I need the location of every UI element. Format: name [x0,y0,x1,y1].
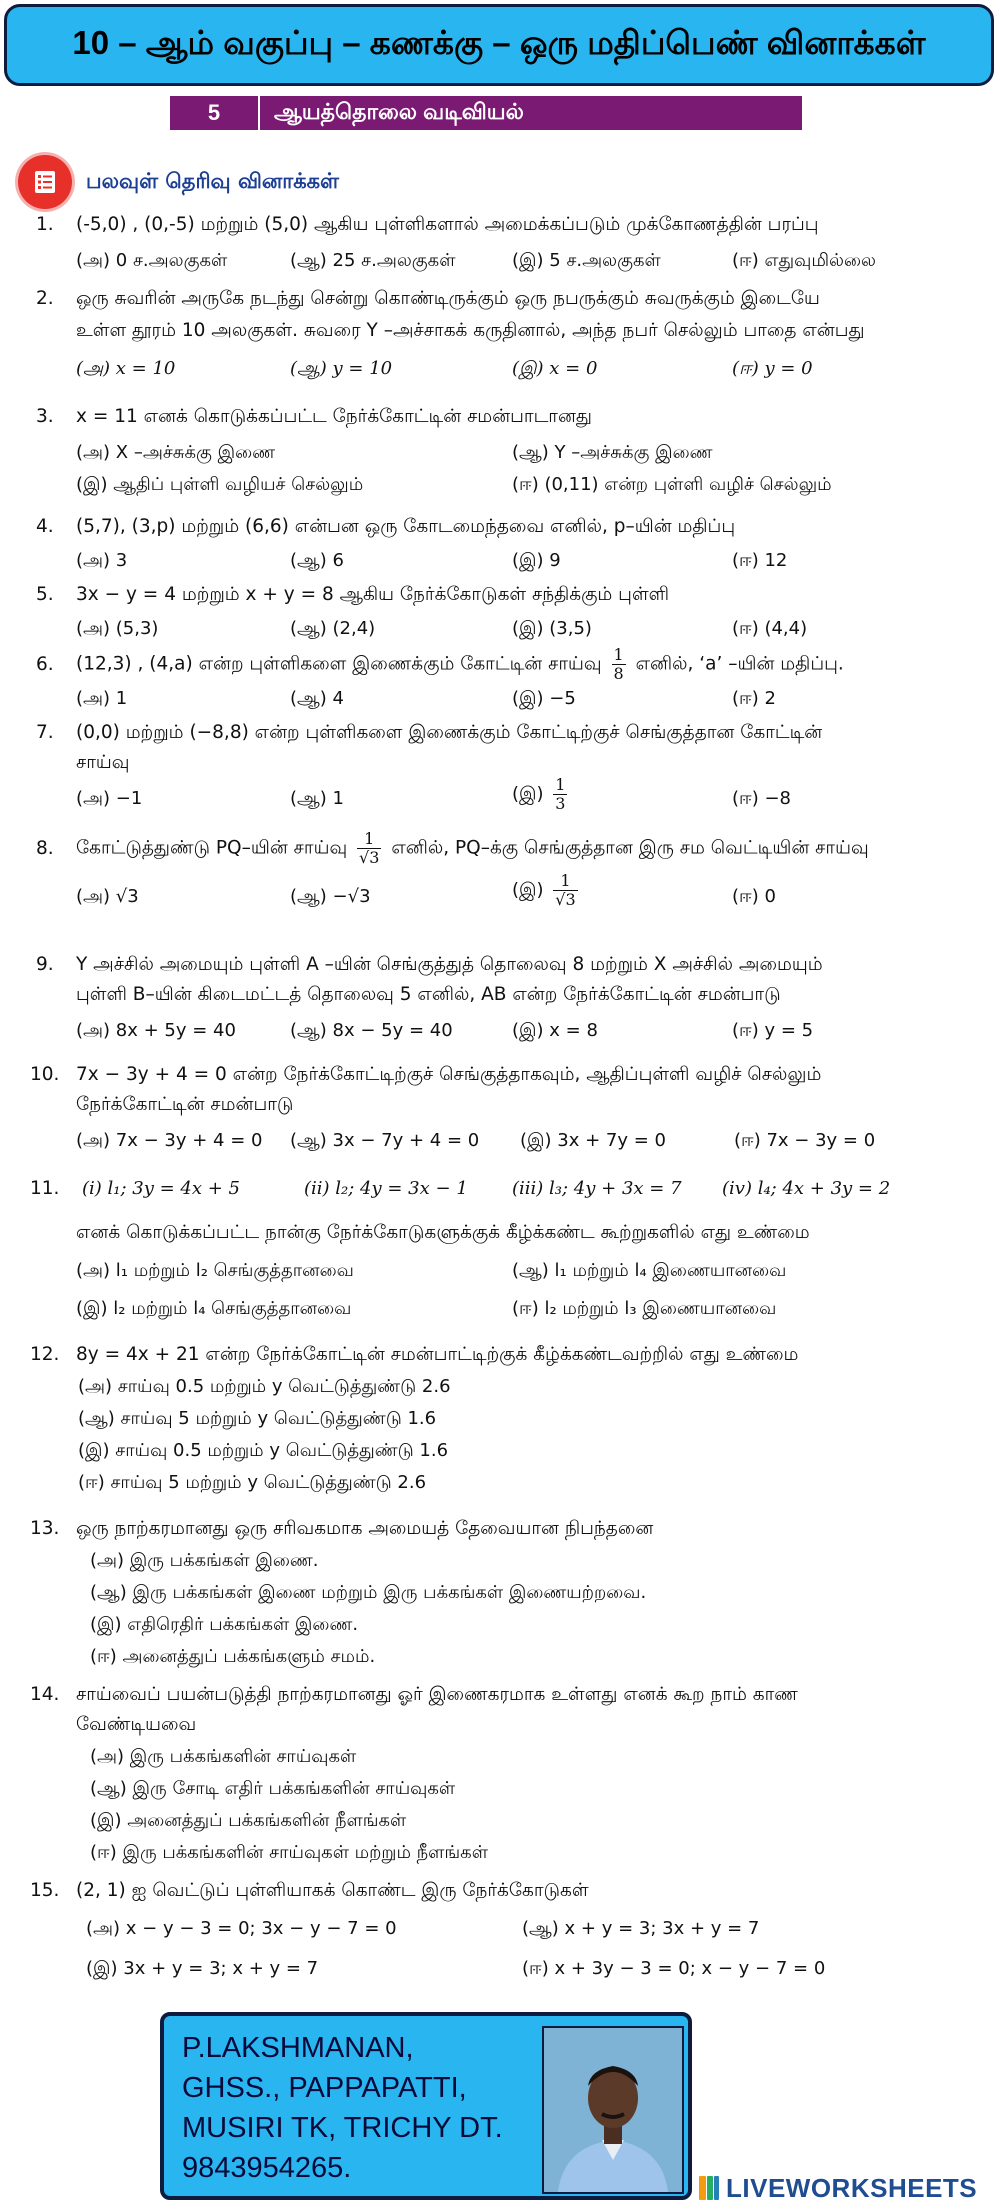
question-text: x = 11 எனக் கொடுக்கப்பட்ட நேர்க்கோட்டின் சமன்பாடானது [76,406,592,427]
question-5 [36,582,669,608]
question-10 [30,1062,821,1088]
page-title: 10 – ஆம் வகுப்பு – கணக்கு – ஒரு மதிப்பெண் வினாக்கள் [4,4,994,86]
option-c[interactable]: (இ) 3x + 7y = 0 [520,1130,666,1151]
question-number: 10. [30,1064,60,1085]
question-text: Y அச்சில் அமையும் புள்ளி A –யின் செங்குத்துத் தொலைவு 8 மற்றும் X அச்சில் அமையும் [76,954,823,975]
question-number: 12. [30,1344,60,1365]
question-13 [30,1516,653,1542]
option-a[interactable]: (அ) சாய்வு 0.5 மற்றும் y வெட்டுத்துண்டு 2.6 [78,1376,451,1397]
fraction-one-eighth [612,646,626,683]
fraction-one-third [553,776,567,813]
option-label: (இ) [512,783,544,805]
fraction-numerator: 1 [553,872,577,891]
option-a[interactable]: (அ) 1 [76,688,128,709]
option-b[interactable]: (ஆ) y = 10 [290,358,393,379]
fraction-denominator: 3 [555,794,566,813]
question-14 [30,1682,798,1708]
fraction-denominator: √3 [359,848,380,867]
option-a[interactable]: (அ) 0 ச.அலகுகள் [76,250,228,271]
question-11 [30,1176,76,1202]
question-number: 14. [30,1684,60,1705]
author-phone: 9843954265. [182,2152,352,2184]
question-text: (5,7), (3,p) மற்றும் (6,6) என்பன ஒரு கோடமைந்தவை எனில், p–யின் மதிப்பு [76,516,736,537]
question-6 [36,646,844,683]
question-number: 5. [36,584,54,605]
option-a[interactable]: (அ) 7x − 3y + 4 = 0 [76,1130,263,1151]
section-label: பலவுள் தெரிவு வினாக்கள் [86,168,340,193]
question-7 [36,720,822,746]
question-7-line-2: சாய்வு [76,752,130,773]
option-a[interactable]: (அ) −1 [76,788,143,809]
section-heading [18,154,339,210]
option-c[interactable]: (இ) 9 [512,550,561,571]
brand-name: LIVEWORKSHEETS [726,2172,978,2203]
option-d[interactable]: (ஈ) சாய்வு 5 மற்றும் y வெட்டுத்துண்டு 2.6 [78,1472,427,1493]
question-14-line-2: வேண்டியவை [76,1714,197,1735]
question-15 [30,1878,589,1904]
option-c[interactable]: (இ) x = 8 [512,1020,598,1041]
option-b[interactable]: (ஆ) (2,4) [290,618,376,639]
fraction-denominator: 8 [613,664,624,683]
option-a[interactable]: (அ) x − y − 3 = 0; 3x − y − 7 = 0 [86,1918,397,1939]
option-a[interactable]: (அ) X –அச்சுக்கு இணை [76,442,276,463]
option-b[interactable]: (ஆ) 3x − 7y + 4 = 0 [290,1130,480,1151]
question-12 [30,1342,798,1368]
line-l3: (iii) l₃; 4y + 3x = 7 [512,1178,682,1199]
fraction-denominator: √3 [555,890,576,909]
question-number: 13. [30,1518,60,1539]
question-number: 9. [36,954,54,975]
question-text: ஒரு நாற்கரமானது ஒரு சரிவகமாக அமையத் தேவையான நிபந்தனை [76,1518,654,1539]
question-text: கோட்டுத்துண்டு PQ–யின் சாய்வு [76,837,348,859]
option-d[interactable]: (ஈ) −8 [732,788,791,809]
option-a[interactable]: (அ) √3 [76,886,139,907]
line-l4: (iv) l₄; 4x + 3y = 2 [722,1178,891,1199]
option-b[interactable]: (ஆ) 1 [290,788,344,809]
line-l2: (ii) l₂; 4y = 3x − 1 [304,1178,468,1199]
option-d[interactable]: (ஈ) x + 3y − 3 = 0; x − y − 7 = 0 [522,1958,826,1979]
option-d[interactable]: (ஈ) 0 [732,886,776,907]
question-text-end: எனில், ‘a’ –யின் மதிப்பு. [635,653,844,675]
question-3 [36,404,592,430]
option-c[interactable]: (இ) 3x + y = 3; x + y = 7 [86,1958,319,1979]
fraction-numerator: 1 [555,775,566,794]
line-l1: (i) l₁; 3y = 4x + 5 [82,1178,241,1199]
option-c[interactable] [512,872,582,909]
option-c[interactable]: (இ) ஆதிப் புள்ளி வழியச் செல்லும் [76,474,364,495]
question-8 [36,830,869,867]
option-d[interactable]: (ஈ) (4,4) [732,618,808,639]
question-4 [36,514,735,540]
option-c[interactable] [512,776,571,813]
option-a[interactable]: (அ) இரு பக்கங்களின் சாய்வுகள் [90,1746,357,1767]
option-a[interactable]: (அ) (5,3) [76,618,159,639]
question-10-line-2: நேர்க்கோட்டின் சமன்பாடு [76,1094,294,1115]
option-a[interactable]: (அ) இரு பக்கங்கள் இணை. [90,1550,319,1571]
question-number: 6. [36,653,54,675]
author-photo [542,2026,684,2194]
option-b[interactable]: (ஆ) சாய்வு 5 மற்றும் y வெட்டுத்துண்டு 1.6 [78,1408,437,1429]
option-c[interactable]: (இ) (3,5) [512,618,592,639]
option-a[interactable]: (அ) 8x + 5y = 40 [76,1020,236,1041]
fraction-numerator: 1 [613,645,624,664]
question-2 [36,286,820,312]
option-c[interactable]: (இ) எதிரெதிர் பக்கங்கள் இணை. [90,1614,359,1635]
option-d[interactable]: (ஈ) y = 5 [732,1020,814,1041]
option-b[interactable]: (ஆ) இரு பக்கங்கள் இணை மற்றும் இரு பக்கங்கள் இணையற்றவை. [90,1582,647,1603]
question-text-end: எனில், PQ–க்கு செங்குத்தான இரு சம வெட்டியின் சாய்வு [391,837,869,859]
option-b[interactable]: (ஆ) 8x − 5y = 40 [290,1020,453,1041]
question-number: 15. [30,1880,60,1901]
option-c[interactable]: (இ) x = 0 [512,358,598,379]
question-number: 4. [36,516,54,537]
option-d[interactable]: (ஈ) எதுவுமில்லை [732,250,876,271]
chapter-number: 5 [170,96,260,130]
question-9 [36,952,823,978]
question-9-line-2: புள்ளி B–யின் கிடைமட்டத் தொலைவு 5 எனில், AB என்ற நேர்க்கோட்டின் சமன்பாடு [76,984,781,1005]
fraction-numerator: 1 [357,830,381,849]
question-11-text: எனக் கொடுக்கப்பட்ட நான்கு நேர்க்கோடுகளுக்குக் கீழ்க்கண்ட கூற்றுகளில் எது உண்மை [76,1222,810,1243]
author-location: MUSIRI TK, TRICHY DT. [182,2112,503,2144]
option-c[interactable]: (இ) அனைத்துப் பக்கங்களின் நீளங்கள் [90,1810,407,1831]
option-a[interactable]: (அ) x = 10 [76,358,176,379]
option-d[interactable]: (ஈ) 2 [732,688,776,709]
option-b[interactable]: (ஆ) Y –அச்சுக்கு இணை [512,442,713,463]
option-d[interactable]: (ஈ) 7x − 3y = 0 [734,1130,876,1151]
option-a[interactable]: (அ) l₁ மற்றும் l₂ செங்குத்தானவை [76,1260,354,1281]
option-c[interactable]: (இ) −5 [512,688,576,709]
question-number: 7. [36,722,54,743]
author-school: GHSS., PAPPAPATTI, [182,2072,467,2104]
option-d[interactable]: (ஈ) அனைத்துப் பக்கங்களும் சமம். [90,1646,376,1667]
question-1 [36,212,819,238]
question-2-line-2: உள்ள தூரம் 10 அலகுகள். சுவரை Y –அச்சாகக் கருதினால், அந்த நபர் செல்லும் பாதை என்பது [76,320,865,341]
liveworksheets-logo [698,2172,977,2204]
author-card [160,2012,692,2200]
question-number: 2. [36,288,54,309]
chapter-name: ஆயத்தொலை வடிவியல் [274,98,524,124]
option-a[interactable]: (அ) 3 [76,550,128,571]
author-name: P.LAKSHMANAN, [182,2032,414,2064]
option-b[interactable]: (ஆ) −√3 [290,886,371,907]
fraction-one-over-root-three [357,830,381,867]
option-d[interactable]: (ஈ) இரு பக்கங்களின் சாய்வுகள் மற்றும் நீளங்கள் [90,1842,488,1863]
option-c[interactable]: (இ) l₂ மற்றும் l₄ செங்குத்தானவை [76,1298,352,1319]
option-b[interactable]: (ஆ) 25 ச.அலகுகள் [290,250,456,271]
option-b[interactable]: (ஆ) 4 [290,688,344,709]
chapter-bar [170,96,802,130]
author-details [182,2028,503,2188]
question-number: 1. [36,214,54,235]
question-text: 3x − y = 4 மற்றும் x + y = 8 ஆகிய நேர்க்கோடுகள் சந்திக்கும் புள்ளி [76,584,670,605]
list-icon [18,155,72,209]
question-text: சாய்வைப் பயன்படுத்தி நாற்கரமானது ஓர் இணைகரமாக உள்ளது எனக் கூற நாம் காண [76,1684,798,1705]
question-text: (12,3) , (4,a) என்ற புள்ளிகளை இணைக்கும் கோட்டின் சாய்வு [76,653,602,675]
option-b[interactable]: (ஆ) இரு சோடி எதிர் பக்கங்களின் சாய்வுகள் [90,1778,456,1799]
question-number: 3. [36,406,54,427]
fraction-one-over-root-three [553,872,577,909]
question-text: 7x − 3y + 4 = 0 என்ற நேர்க்கோட்டிற்குச் செங்குத்தாகவும், ஆதிப்புள்ளி வழிச் செல்லும் [76,1064,822,1085]
question-text: (2, 1) ஐ வெட்டுப் புள்ளியாகக் கொண்ட இரு நேர்க்கோடுகள் [76,1880,589,1901]
question-text: (-5,0) , (0,-5) மற்றும் (5,0) ஆகிய புள்ளிகளால் அமைக்கப்படும் முக்கோணத்தின் பரப்பு [76,214,819,235]
option-c[interactable]: (இ) சாய்வு 0.5 மற்றும் y வெட்டுத்துண்டு 1.6 [78,1440,449,1461]
option-b[interactable]: (ஆ) l₁ மற்றும் l₄ இணையானவை [512,1260,787,1281]
option-b[interactable]: (ஆ) x + y = 3; 3x + y = 7 [522,1918,760,1939]
option-d[interactable]: (ஈ) l₂ மற்றும் l₃ இணையானவை [512,1298,777,1319]
option-c[interactable]: (இ) 5 ச.அலகுகள் [512,250,661,271]
option-label: (இ) [512,879,544,901]
question-text: ஒரு சுவரின் அருகே நடந்து சென்று கொண்டிருக்கும் ஒரு நபருக்கும் சுவருக்கும் இடையே [76,288,820,309]
question-number: 8. [36,837,54,859]
question-text: 8y = 4x + 21 என்ற நேர்க்கோட்டின் சமன்பாட்டிற்குக் கீழ்க்கண்டவற்றில் எது உண்மை [76,1344,799,1365]
option-d[interactable]: (ஈ) (0,11) என்ற புள்ளி வழிச் செல்லும் [512,474,832,495]
logo-icon [698,2174,720,2202]
question-text: (0,0) மற்றும் (−8,8) என்ற புள்ளிகளை இணைக்கும் கோட்டிற்குச் செங்குத்தான கோட்டின் [76,722,823,743]
option-d[interactable]: (ஈ) y = 0 [732,358,813,379]
question-number: 11. [30,1178,60,1199]
option-b[interactable]: (ஆ) 6 [290,550,344,571]
option-d[interactable]: (ஈ) 12 [732,550,788,571]
